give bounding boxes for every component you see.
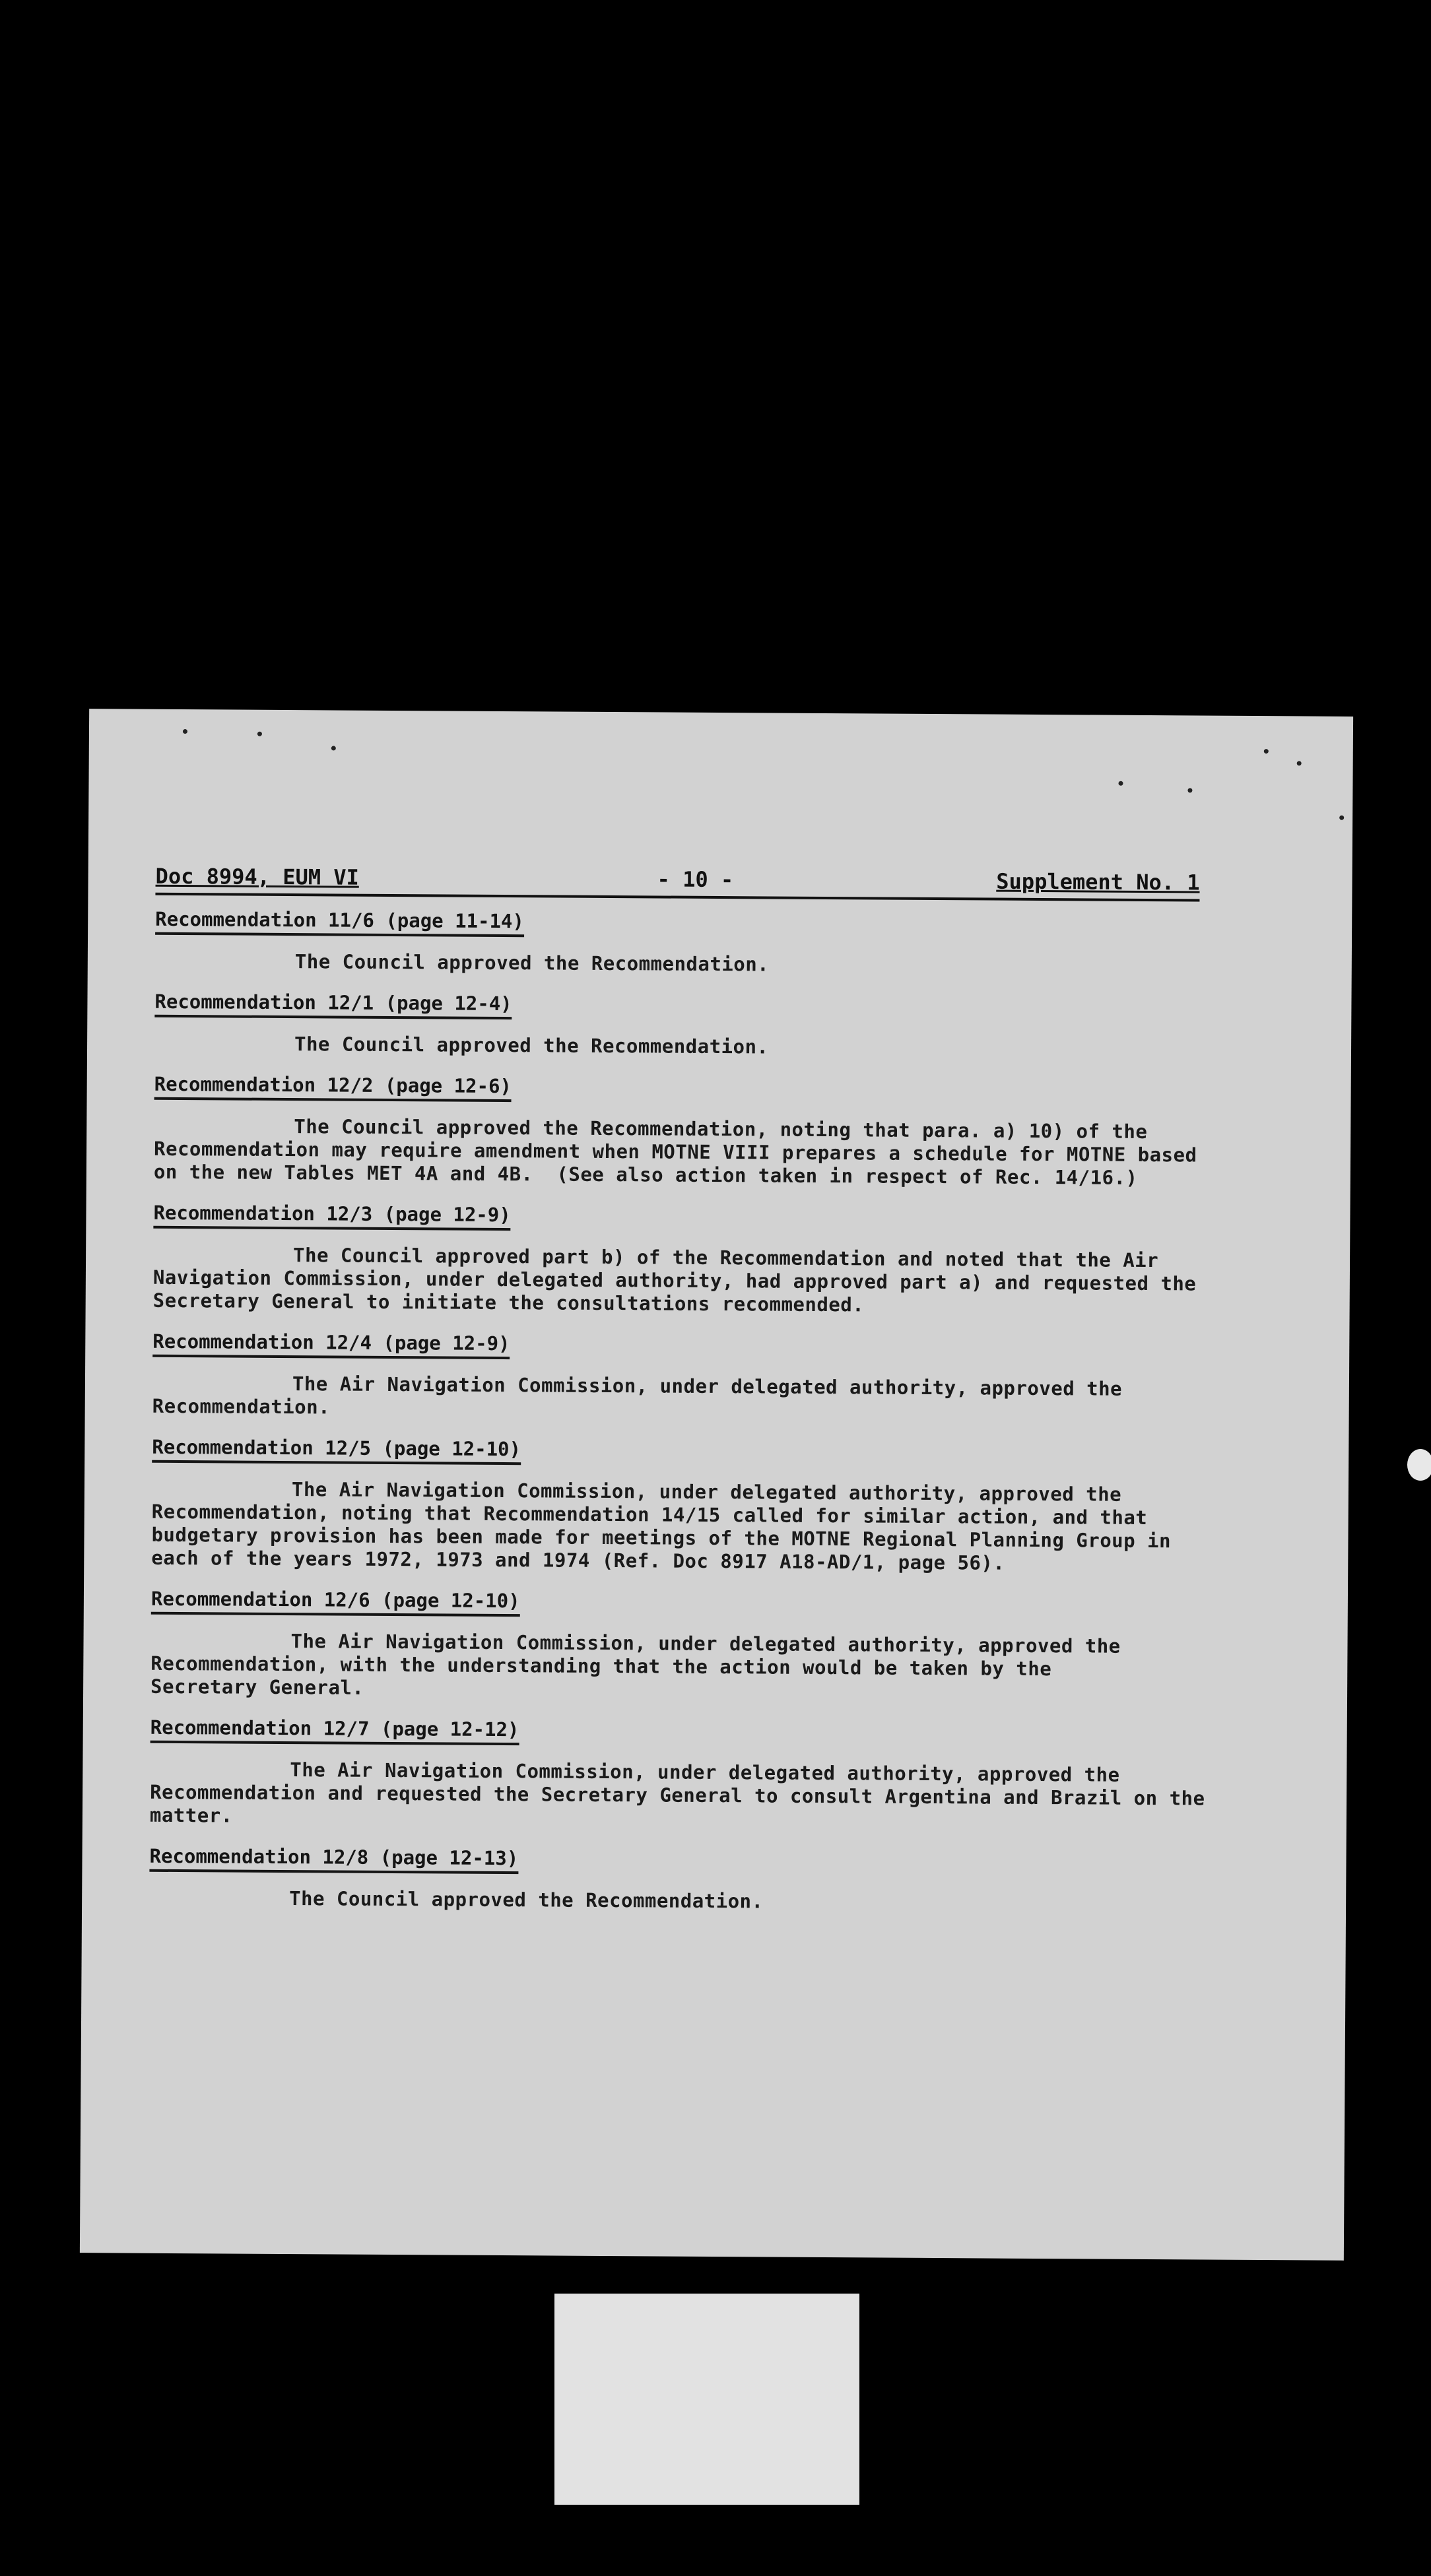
document-reference: Doc 8994, EUM VI [155,863,359,890]
recommendation-entry [154,1072,1224,1190]
recommendation-text: The Air Navigation Commission, under delegated authority, approved the Recommendation and requested the Secretary General to consult Argentina and Brazil on the matter. [149,1758,1205,1827]
recommendation-heading: Recommendation 12/2 (page 12-6) [154,1072,512,1102]
scanner-edge-mark [1407,1449,1431,1481]
recommendation-heading: Recommendation 12/8 (page 12-13) [149,1844,518,1874]
dust-speck [1187,788,1192,792]
recommendation-entry [153,1201,1223,1319]
recommendation-text: The Council approved the Recommendation. [294,950,770,976]
dust-speck [1118,781,1123,786]
dust-speck [183,729,187,734]
recommendation-entry [152,1330,1222,1425]
recommendation-text: The Council approved the Recommendation, noting that para. a) 10) of the Recommendation may require amendment when MOTNE VIII prepares a schedule for MOTNE based on the new Tables MET 4A and 4B. (See also action taken in respect of Rec. 14/16.) [153,1115,1197,1189]
dust-speck [1264,749,1269,754]
recommendation-text: The Air Navigation Commission, under delegated authority, approved the Recommendation, with the understanding that the action would be taken by the Secretary General. [150,1630,1121,1699]
recommendations-list [149,907,1224,1933]
page-header [155,860,1199,902]
recommendation-entry [151,1435,1221,1576]
dust-speck [1297,761,1302,765]
recommendation-text: The Council approved the Recommendation. [294,1033,769,1058]
recommendation-heading: Recommendation 12/7 (page 12-12) [150,1716,519,1745]
recommendation-entry [150,1587,1220,1705]
recommendation-text: The Council approved part b) of the Recommendation and noted that the Air Navigation Commission, under delegated authority, had approved part a) and requested the Secretary General to initiate the consultations recommended. [152,1244,1197,1316]
recommendation-text: The Air Navigation Commission, under delegated authority, approved the Recommendation. [152,1372,1123,1419]
recommendation-heading: Recommendation 12/5 (page 12-10) [152,1435,521,1465]
recommendation-heading: Recommendation 12/4 (page 12-9) [152,1330,510,1359]
recommendation-heading: Recommendation 11/6 (page 11-14) [155,907,524,937]
document-page [80,709,1353,2261]
recommendation-heading: Recommendation 12/6 (page 12-10) [151,1587,520,1617]
recommendation-entry [150,1716,1220,1834]
page-number: - 10 - [657,866,734,893]
blank-target-card [554,2294,859,2505]
recommendation-text: The Council approved the Recommendation. [289,1887,764,1913]
recommendation-text: The Air Navigation Commission, under delegated authority, approved the Recommendation, noting that Recommendation 14/15 called for similar action, and that budgetary provision has been made for meetings of the MOTNE Regional Planning Group in each of the years 1972, 1973 and 1974 (Ref. Doc 8917 A18-AD/1, page 56). [151,1478,1172,1574]
recommendation-entry [154,990,1224,1062]
supplement-label: Supplement No. 1 [996,868,1200,895]
recommendation-heading: Recommendation 12/3 (page 12-9) [153,1201,510,1231]
dust-speck [1339,816,1344,820]
recommendation-entry [149,1844,1219,1916]
recommendation-entry [155,907,1225,979]
dust-speck [331,746,336,750]
dust-speck [257,732,262,736]
recommendation-heading: Recommendation 12/1 (page 12-4) [154,990,512,1019]
